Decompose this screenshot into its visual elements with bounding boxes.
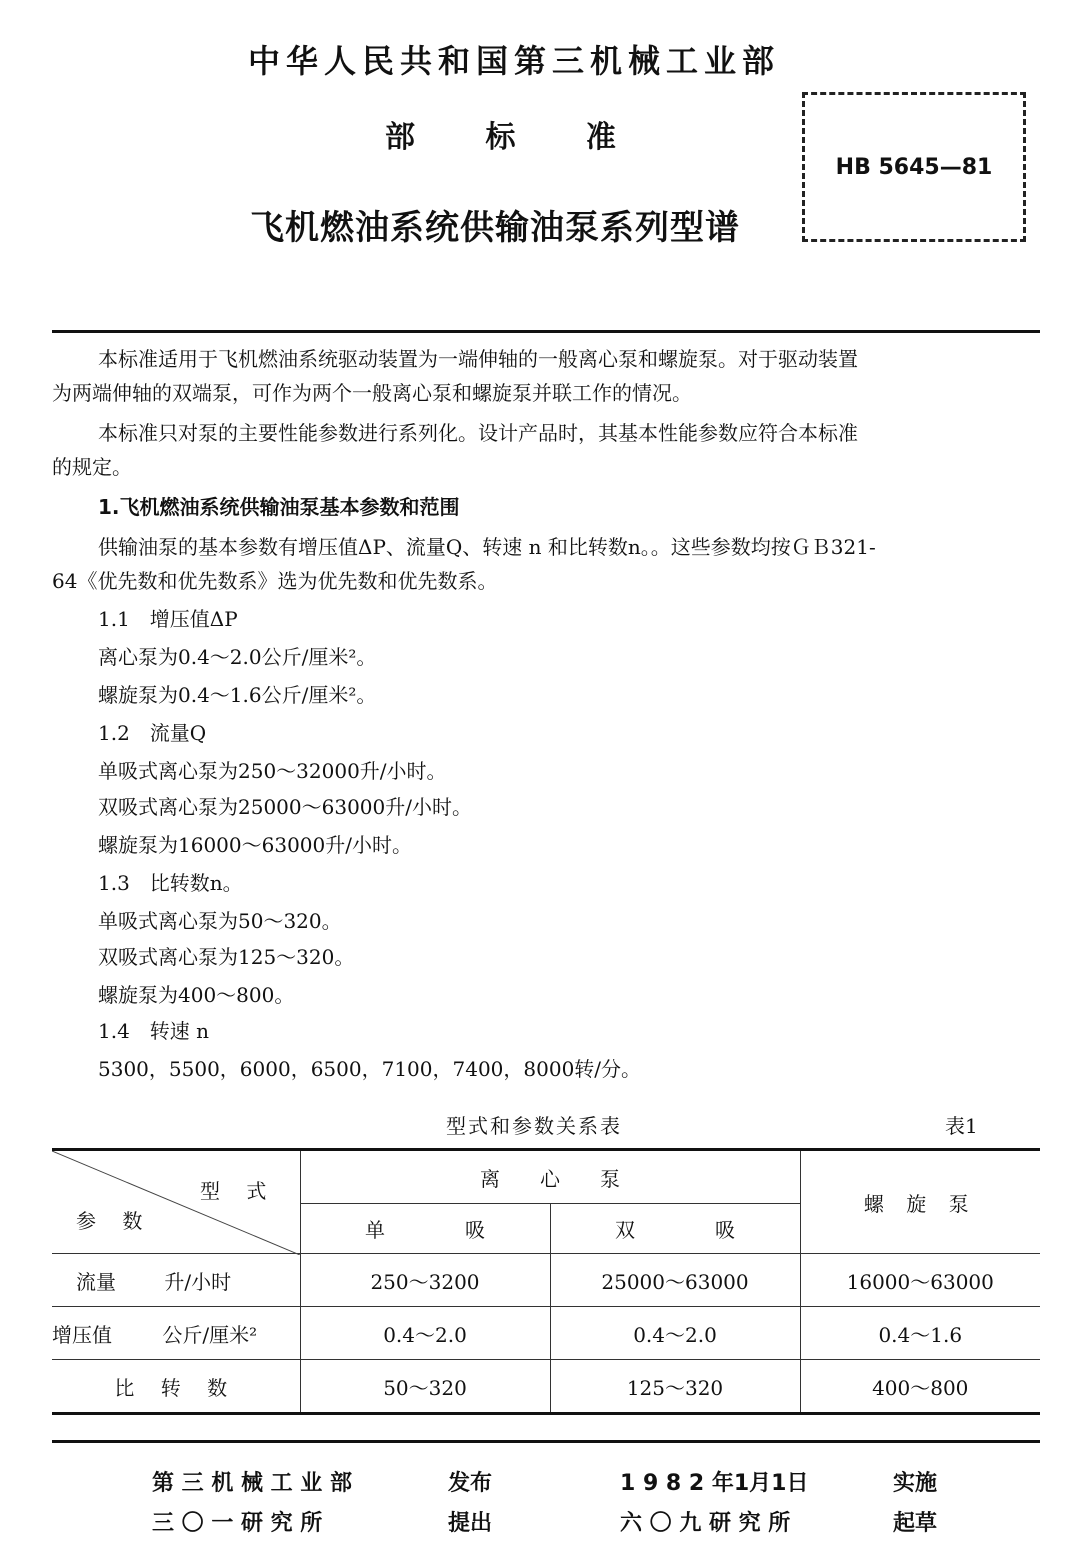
footer-proposer: 三 〇 一 研 究 所 xyxy=(152,1511,323,1536)
document-title: 飞机燃油系统供输油泵系列型谱 xyxy=(250,208,740,248)
subsection-1-2-line: 螺旋泵为16000～63000升/小时。 xyxy=(98,833,412,857)
cell-single: 0.4～2.0 xyxy=(300,1307,550,1360)
subsection-1-1-label: 1.1 增压值ΔP xyxy=(98,607,238,631)
subsection-1-3-line: 螺旋泵为400～800。 xyxy=(98,983,295,1007)
subsection-1-2-label: 1.2 流量Q xyxy=(98,721,207,745)
corner-param-label: 参 数 xyxy=(76,1209,153,1233)
row-name: 增压值 xyxy=(52,1322,112,1347)
row-name: 流量 xyxy=(76,1269,116,1294)
footer-date: 1 9 8 2 年1月1日 xyxy=(620,1471,809,1496)
single-suction-header: 单 吸 xyxy=(300,1204,550,1254)
subsection-1-1-line: 离心泵为0.4～2.0公斤/厘米²。 xyxy=(98,645,377,669)
intro-line-4: 的规定。 xyxy=(52,455,132,479)
table-row xyxy=(52,1360,1040,1414)
row-label xyxy=(52,1307,300,1360)
cell-screw: 400～800 xyxy=(800,1360,1040,1414)
cell-screw: 16000～63000 xyxy=(800,1254,1040,1307)
table-caption: 型式和参数关系表 xyxy=(446,1114,622,1138)
table-corner-cell xyxy=(52,1150,300,1254)
cell-double: 0.4～2.0 xyxy=(550,1307,800,1360)
footer-draft-action: 起草 xyxy=(893,1511,938,1536)
subsection-1-4-line: 5300，5500，6000，6500，7100，7400，8000转/分。 xyxy=(98,1057,642,1081)
table-row xyxy=(52,1254,1040,1307)
row-name: 比 转 数 xyxy=(114,1375,238,1400)
centrifugal-header: 离 心 泵 xyxy=(300,1150,800,1204)
intro-line-2: 为两端伸轴的双端泵，可作为两个一般离心泵和螺旋泵并联工作的情况。 xyxy=(52,381,692,405)
top-rule xyxy=(52,330,1040,333)
standard-category: 部 标 准 xyxy=(385,120,616,155)
intro-line-3: 本标准只对泵的主要性能参数进行系列化。设计产品时，其基本性能参数应符合本标准 xyxy=(98,421,858,445)
cell-single: 250～3200 xyxy=(300,1254,550,1307)
cell-single: 50～320 xyxy=(300,1360,550,1414)
row-unit: 升/小时 xyxy=(164,1269,232,1294)
subsection-1-3-line: 双吸式离心泵为125～320。 xyxy=(98,945,355,969)
standard-code-box xyxy=(802,92,1026,242)
parameter-table xyxy=(52,1148,1040,1415)
section-1-text-1: 供输油泵的基本参数有增压值ΔP、流量Q、转速 n 和比转数n。。这些参数均按ＧＢ321- xyxy=(98,535,876,559)
subsection-1-1-line: 螺旋泵为0.4～1.6公斤/厘米²。 xyxy=(98,683,377,707)
row-unit: 公斤/厘米² xyxy=(162,1322,258,1347)
corner-type-label: 型 式 xyxy=(200,1179,277,1203)
row-label xyxy=(52,1254,300,1307)
row-label xyxy=(52,1360,300,1414)
subsection-1-3-line: 单吸式离心泵为50～320。 xyxy=(98,909,342,933)
footer-drafter: 六 〇 九 研 究 所 xyxy=(620,1511,791,1536)
cell-screw: 0.4～1.6 xyxy=(800,1307,1040,1360)
section-1-heading: 1.飞机燃油系统供输油泵基本参数和范围 xyxy=(98,495,460,519)
subsection-1-4-label: 1.4 转速 n xyxy=(98,1019,210,1043)
cell-double: 25000～63000 xyxy=(550,1254,800,1307)
double-suction-header: 双 吸 xyxy=(550,1204,800,1254)
footer-date-action: 实施 xyxy=(893,1471,938,1496)
cell-double: 125～320 xyxy=(550,1360,800,1414)
standard-code: HB 5645—81 xyxy=(835,154,993,180)
footer-propose-action: 提出 xyxy=(448,1511,493,1536)
subsection-1-2-line: 单吸式离心泵为250～32000升/小时。 xyxy=(98,759,447,783)
screw-header: 螺 旋 泵 xyxy=(800,1150,1040,1254)
subsection-1-3-label: 1.3 比转数n。 xyxy=(98,871,243,895)
subsection-1-2-line: 双吸式离心泵为25000～63000升/小时。 xyxy=(98,795,472,819)
footer-issuer: 第 三 机 械 工 业 部 xyxy=(152,1471,352,1496)
table-number: 表1 xyxy=(945,1114,978,1138)
intro-line-1: 本标准适用于飞机燃油系统驱动装置为一端伸轴的一般离心泵和螺旋泵。对于驱动装置 xyxy=(98,347,858,371)
ministry-name: 中华人民共和国第三机械工业部 xyxy=(248,42,781,80)
footer-rule xyxy=(52,1440,1040,1443)
section-1-text-2: 64《优先数和优先数系》选为优先数和优先数系。 xyxy=(52,569,498,593)
footer-issue-action: 发布 xyxy=(448,1471,493,1496)
table-row xyxy=(52,1307,1040,1360)
